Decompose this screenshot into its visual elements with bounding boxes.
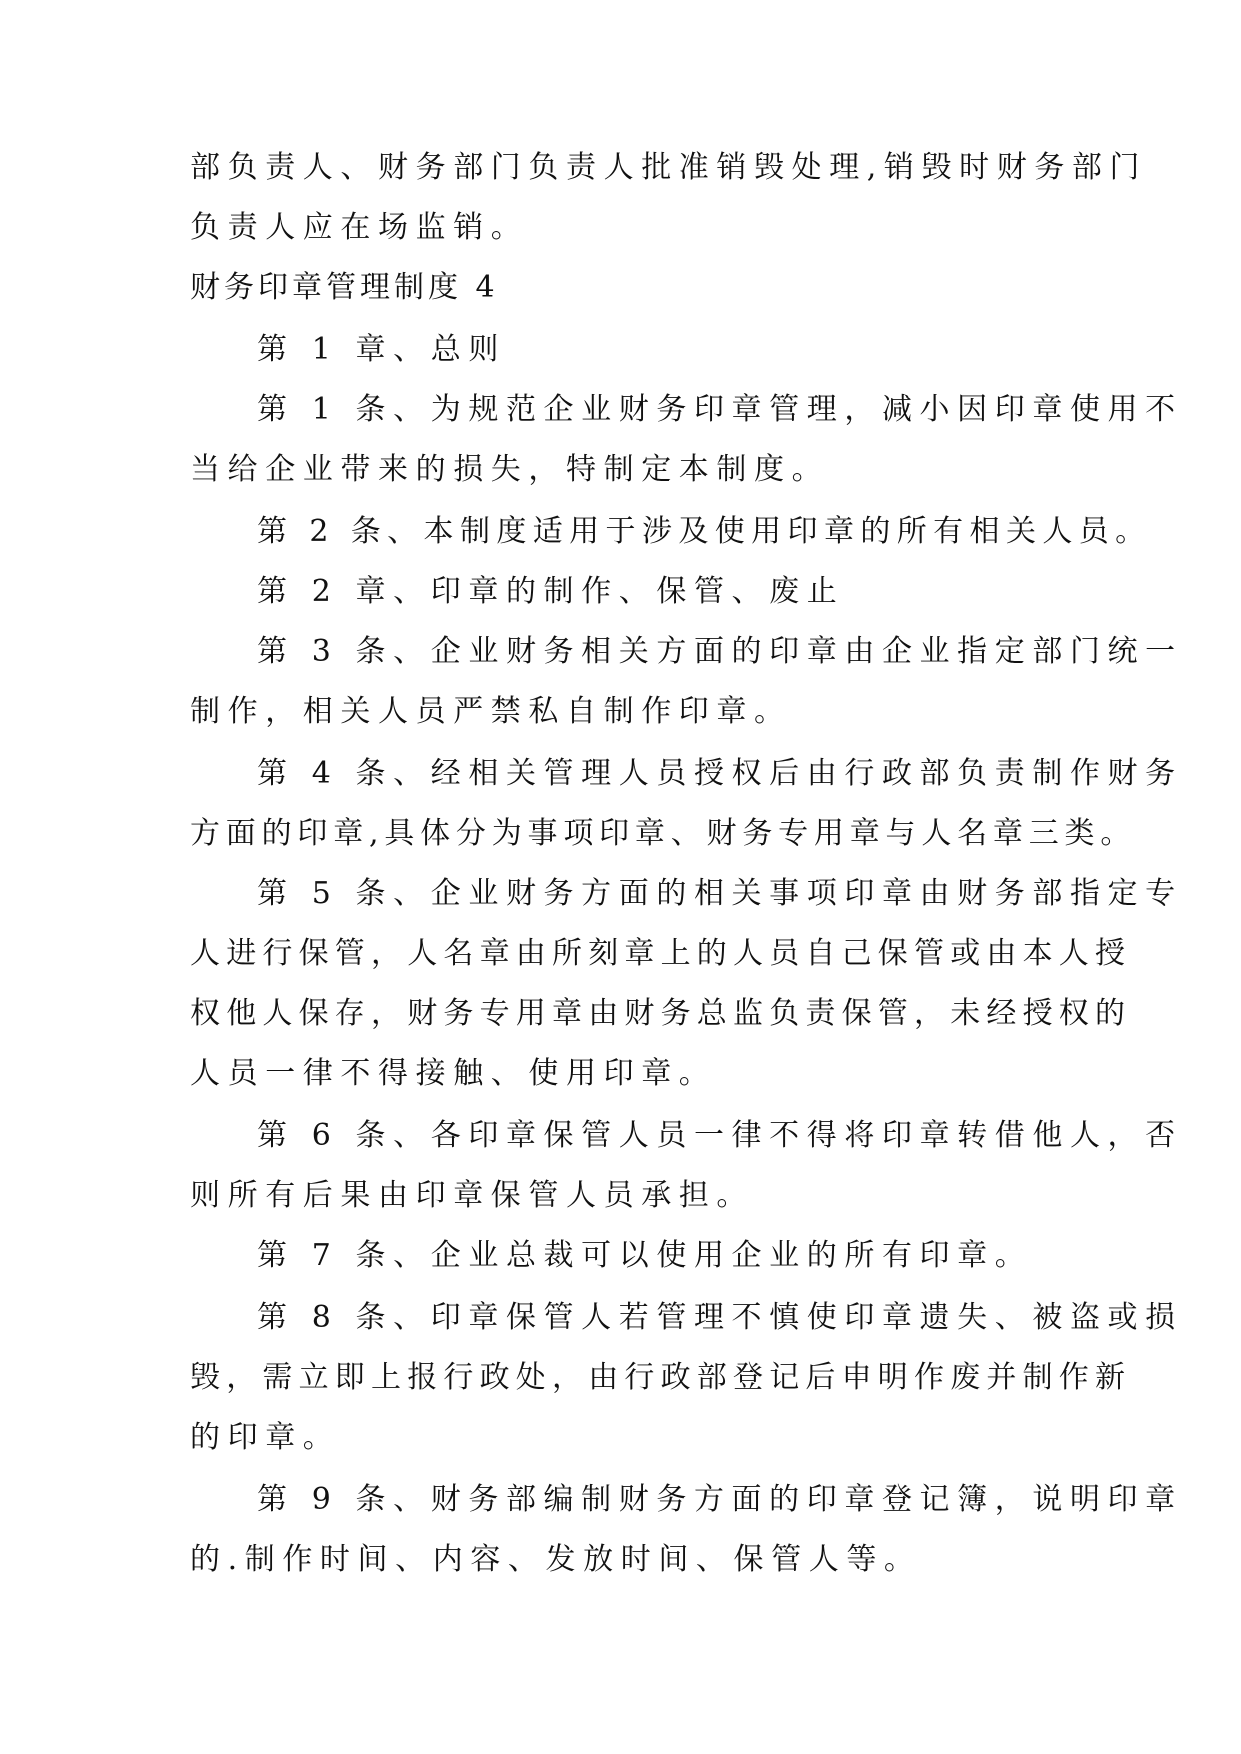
article-line: 第 4 条、经相关管理人员授权后由行政部负责制作财务: [257, 756, 1183, 791]
section-heading: 财务印章管理制度 4: [190, 270, 499, 305]
text-line: 权他人保存，财务专用章由财务总监负责保管，未经授权的: [190, 996, 1132, 1031]
text-line: 则所有后果由印章保管人员承担。: [190, 1178, 754, 1213]
text-line: 负责人应在场监销。: [190, 210, 529, 245]
text-line: 的.制作时间、内容、发放时间、保管人等。: [190, 1542, 922, 1577]
text-line: 方面的印章,具体分为事项印章、财务专用章与人名章三类。: [190, 816, 1137, 851]
text-line: 人员一律不得接触、使用印章。: [190, 1056, 717, 1091]
article-line: 第 1 条、为规范企业财务印章管理，减小因印章使用不: [257, 392, 1183, 427]
text-line: 的印章。: [190, 1420, 341, 1455]
article-line: 第 6 条、各印章保管人员一律不得将印章转借他人，否: [257, 1118, 1183, 1153]
article-line: 第 7 条、企业总裁可以使用企业的所有印章。: [257, 1238, 1033, 1273]
chapter-heading: 第 2 章、印章的制作、保管、废止: [257, 574, 845, 609]
article-line: 第 5 条、企业财务方面的相关事项印章由财务部指定专: [257, 876, 1183, 911]
article-line: 第 2 条、本制度适用于涉及使用印章的所有相关人员。: [257, 514, 1152, 549]
chapter-heading: 第 1 章、总则: [257, 332, 506, 367]
article-line: 第 3 条、企业财务相关方面的印章由企业指定部门统一: [257, 634, 1183, 669]
text-line: 当给企业带来的损失，特制定本制度。: [190, 452, 830, 487]
article-line: 第 8 条、印章保管人若管理不慎使印章遗失、被盗或损: [257, 1300, 1183, 1335]
text-line: 毁，需立即上报行政处，由行政部登记后申明作废并制作新: [190, 1360, 1132, 1395]
text-line: 制作，相关人员严禁私自制作印章。: [190, 694, 792, 729]
article-line: 第 9 条、财务部编制财务方面的印章登记簿，说明印章: [257, 1482, 1183, 1517]
text-line: 人进行保管，人名章由所刻章上的人员自己保管或由本人授: [190, 936, 1132, 971]
text-line: 部负责人、财务部门负责人批准销毁处理,销毁时财务部门: [190, 150, 1148, 185]
